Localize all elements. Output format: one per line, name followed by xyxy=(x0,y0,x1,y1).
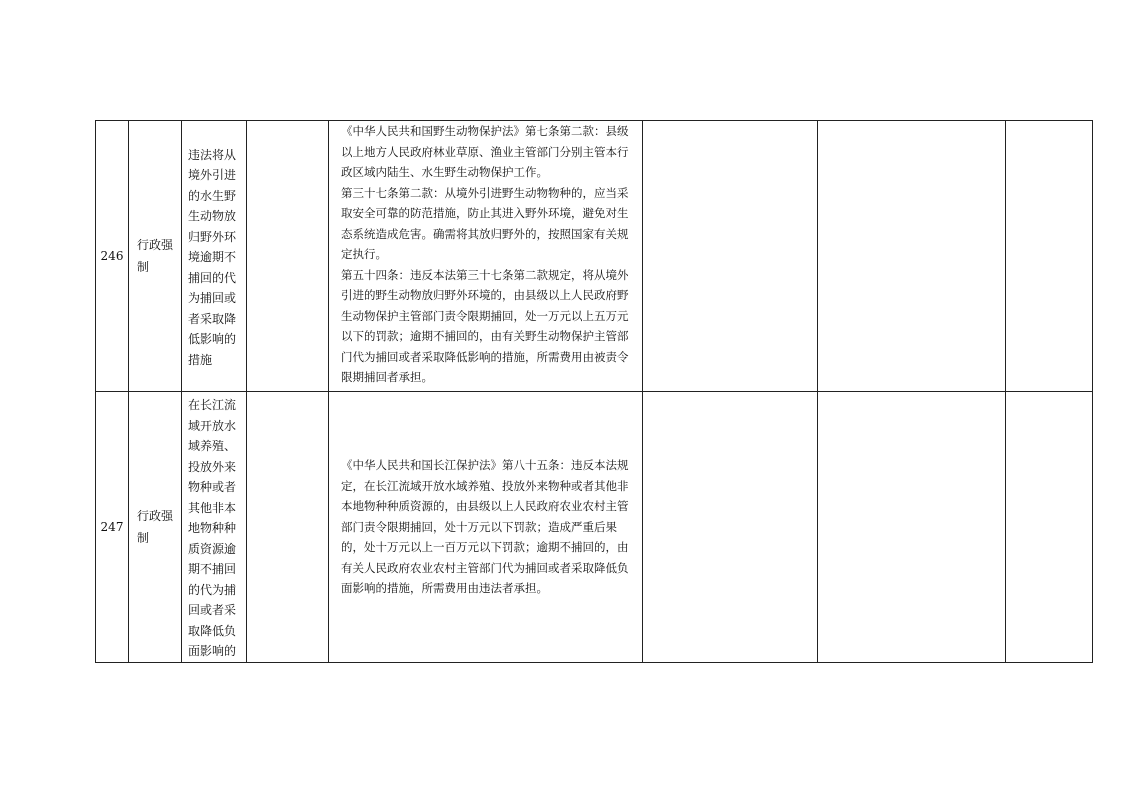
category-text: 行政强制 xyxy=(137,509,174,545)
empty-cell xyxy=(643,121,818,392)
empty-cell xyxy=(818,121,1006,392)
table-row xyxy=(96,121,1093,392)
legal-basis-paragraph: 第五十四条：违反本法第三十七条第二款规定，将从境外引进的野生动物放归野外环境的，由县级以上人民政府野生动物保护主管部门责令限期捕回，处一万元以上五万元以下的罚款；逾期不捕回的，由有关野生动物保护主管部门代为捕回或者采取降低影响的措施，所需费用由被责令限期捕回者承担。 xyxy=(341,267,629,384)
legal-basis-cell xyxy=(329,121,643,392)
legal-basis-paragraph: 《中华人民共和国野生动物保护法》第七条第二款：县级以上地方人民政府林业草原、渔业主管部门分别主管本行政区域内陆生、水生野生动物保护工作。 xyxy=(341,124,629,179)
category-text: 行政强制 xyxy=(137,238,174,274)
empty-cell xyxy=(1006,392,1093,663)
category-cell xyxy=(129,121,182,392)
item-name-text: 在长江流域开放水域养殖、投放外来物种或者其他非本地物种种质资源逾期不捕回的代为捕回或者采取降低负面影响的 xyxy=(188,398,237,659)
table-row xyxy=(96,392,1093,663)
item-name-cell xyxy=(182,121,247,392)
document-table xyxy=(95,120,1093,663)
row-number: 246 xyxy=(96,121,129,392)
item-name-cell xyxy=(182,392,247,663)
empty-cell xyxy=(818,392,1006,663)
row-number: 247 xyxy=(96,392,129,663)
empty-cell xyxy=(1006,121,1093,392)
empty-cell xyxy=(247,392,329,663)
empty-cell xyxy=(247,121,329,392)
empty-cell xyxy=(643,392,818,663)
legal-basis-paragraph: 《中华人民共和国长江保护法》第八十五条：违反本法规定，在长江流域开放水域养殖、投放外来物种或者其他非本地物种种质资源的，由县级以上人民政府农业农村主管部门责令限期捕回，处十万元以下罚款；造成严重后果的，处十万元以上一百万元以下罚款；逾期不捕回的，由有关人民政府农业农村主管部门代为捕回或者采取降低负面影响的措施，所需费用由违法者承担。 xyxy=(341,458,629,596)
item-name-text: 违法将从境外引进的水生野生动物放归野外环境逾期不捕回的代为捕回或者采取降低影响的措施 xyxy=(188,147,237,367)
legal-basis-paragraph: 第三十七条第二款：从境外引进野生动物物种的，应当采取安全可靠的防范措施，防止其进入野外环境，避免对生态系统造成危害。确需将其放归野外的，按照国家有关规定执行。 xyxy=(341,185,629,261)
legal-basis-cell xyxy=(329,392,643,663)
category-cell xyxy=(129,392,182,663)
